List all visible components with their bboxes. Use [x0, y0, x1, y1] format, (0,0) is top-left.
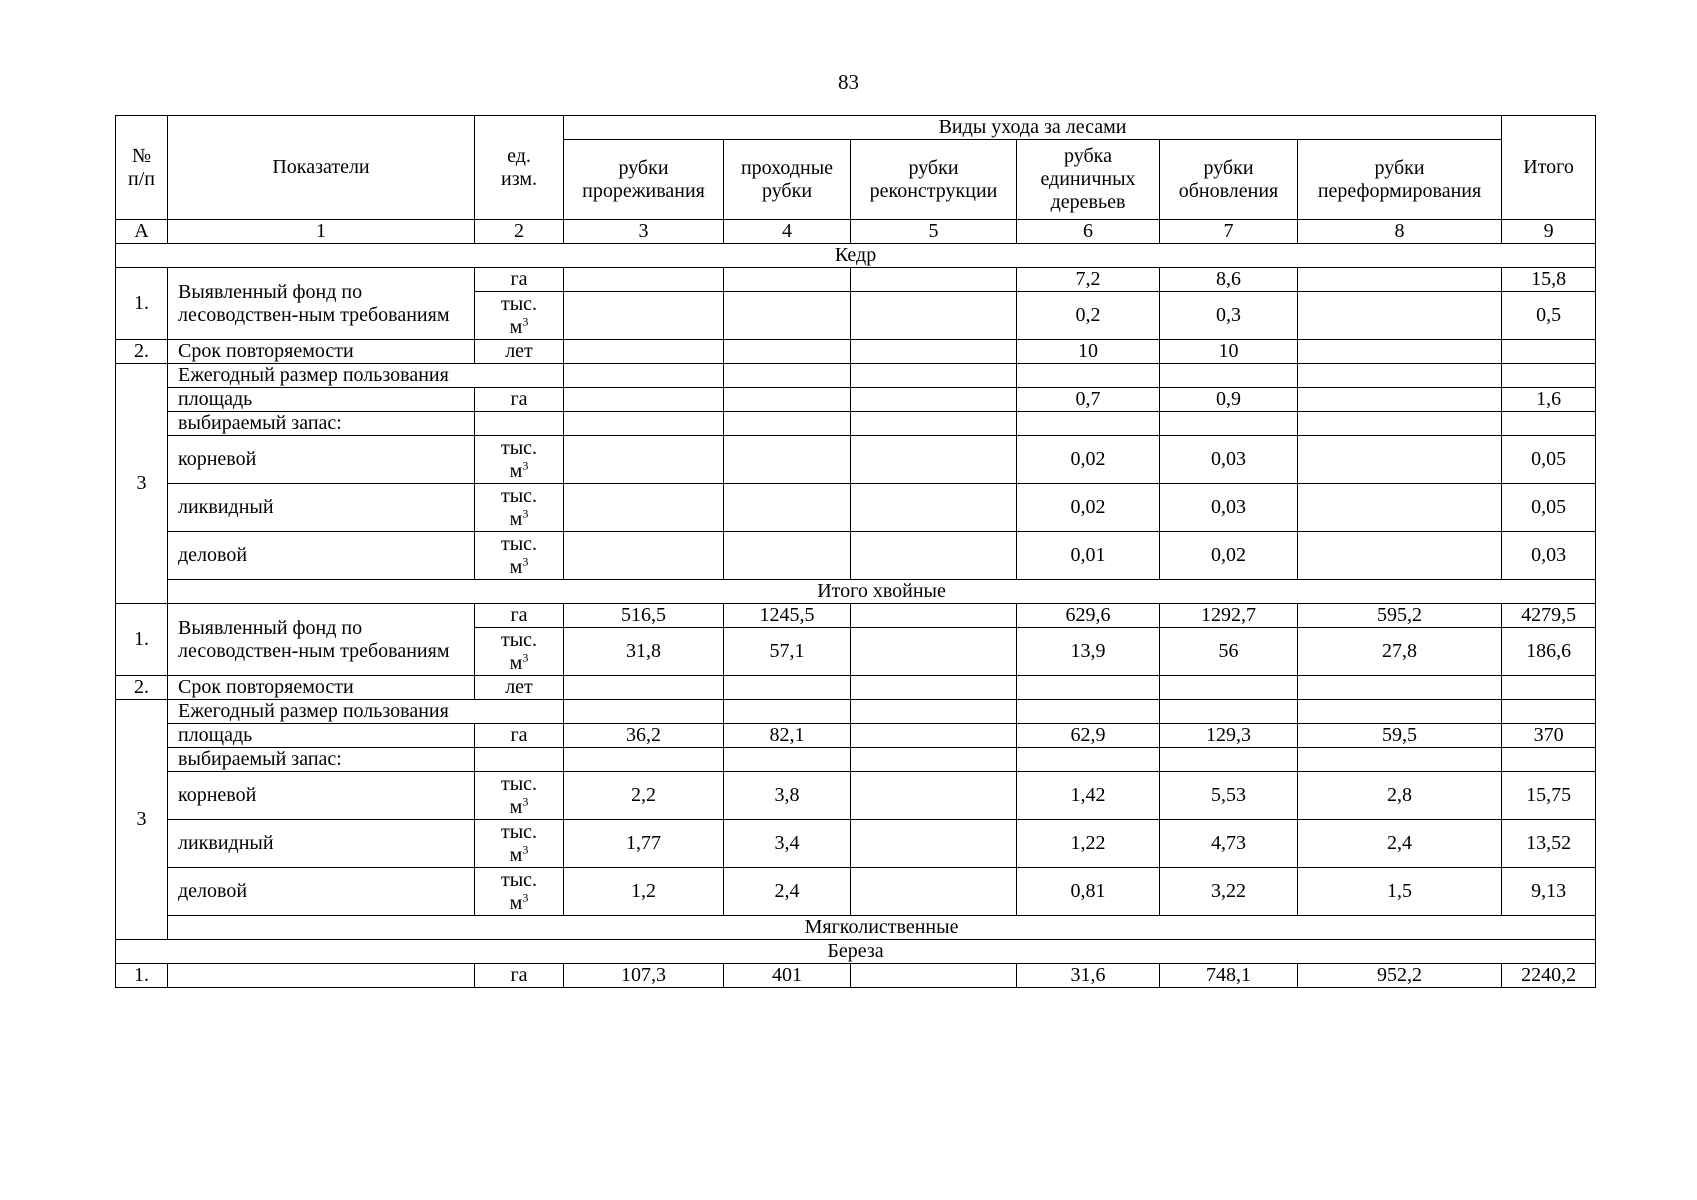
value-cell: [564, 388, 724, 412]
table-row: [116, 484, 1596, 532]
table-row: [116, 116, 1596, 140]
value-cell: [1298, 340, 1502, 364]
value-cell: 0,05: [1502, 484, 1596, 532]
value-cell: [724, 676, 851, 700]
unit-ha: га: [475, 964, 564, 988]
index-cell: 1: [168, 220, 475, 244]
value-cell: 129,3: [1160, 724, 1298, 748]
table-row: [116, 532, 1596, 580]
indicator-root: корневой: [168, 772, 475, 820]
header-unit: [475, 116, 564, 220]
table-row: [116, 580, 1596, 604]
value-cell: [1298, 676, 1502, 700]
value-cell: 1,6: [1502, 388, 1596, 412]
value-cell: [724, 340, 851, 364]
unit-m3: [475, 532, 564, 580]
value-cell: [724, 364, 851, 388]
value-cell: [564, 412, 724, 436]
indicator-period: Срок повторяемости: [168, 676, 475, 700]
header-col-text: проходные рубки: [740, 156, 834, 202]
value-cell: [851, 292, 1017, 340]
header-num-text: № п/п: [128, 144, 155, 190]
value-cell: [1017, 364, 1160, 388]
row-num: 2.: [116, 676, 168, 700]
header-num: [116, 116, 168, 220]
unit-m3: [475, 484, 564, 532]
value-cell: [1298, 436, 1502, 484]
table-row: [116, 340, 1596, 364]
value-cell: [564, 268, 724, 292]
value-cell: 401: [724, 964, 851, 988]
row-num: 1.: [116, 964, 168, 988]
value-cell: 1,2: [564, 868, 724, 916]
value-cell: 2,4: [724, 868, 851, 916]
value-cell: 2,2: [564, 772, 724, 820]
value-cell: [851, 820, 1017, 868]
value-cell: [851, 700, 1017, 724]
value-cell: [851, 340, 1017, 364]
header-indicators: Показатели: [168, 116, 475, 220]
index-cell: 9: [1502, 220, 1596, 244]
value-cell: 2,8: [1298, 772, 1502, 820]
value-cell: 0,02: [1160, 532, 1298, 580]
unit-empty: [475, 412, 564, 436]
indicator-stock: выбираемый запас:: [168, 412, 475, 436]
value-cell: 0,2: [1017, 292, 1160, 340]
value-cell: 1,5: [1298, 868, 1502, 916]
value-cell: 10: [1017, 340, 1160, 364]
value-cell: [724, 436, 851, 484]
value-cell: [1017, 676, 1160, 700]
value-cell: 15,8: [1502, 268, 1596, 292]
value-cell: [564, 340, 724, 364]
value-cell: [851, 748, 1017, 772]
value-cell: 3,8: [724, 772, 851, 820]
value-cell: [851, 388, 1017, 412]
value-cell: 10: [1160, 340, 1298, 364]
value-cell: [724, 748, 851, 772]
value-cell: 9,13: [1502, 868, 1596, 916]
table-row: [116, 916, 1596, 940]
value-cell: [1298, 364, 1502, 388]
index-cell: 4: [724, 220, 851, 244]
value-cell: 0,05: [1502, 436, 1596, 484]
value-cell: [564, 532, 724, 580]
value-cell: [564, 484, 724, 532]
unit-m3: [475, 820, 564, 868]
unit-m3-text: тыс. $м^3$: [500, 484, 538, 530]
unit-m3: [475, 436, 564, 484]
value-cell: [1160, 748, 1298, 772]
value-cell: 370: [1502, 724, 1596, 748]
unit-years: лет: [475, 676, 564, 700]
forest-care-table: [115, 115, 1596, 988]
table-row: [116, 244, 1596, 268]
indicator-business: деловой: [168, 532, 475, 580]
value-cell: [1160, 412, 1298, 436]
unit-empty: [475, 748, 564, 772]
value-cell: [1298, 268, 1502, 292]
value-cell: [851, 532, 1017, 580]
table-row: [116, 604, 1596, 628]
value-cell: 1,42: [1017, 772, 1160, 820]
value-cell: [1298, 532, 1502, 580]
value-cell: 3,22: [1160, 868, 1298, 916]
unit-ha: га: [475, 724, 564, 748]
value-cell: [564, 676, 724, 700]
value-cell: 57,1: [724, 628, 851, 676]
row-num: 3: [116, 700, 168, 940]
table-row: [116, 436, 1596, 484]
unit-m3-text: тыс. $м^3$: [500, 772, 538, 818]
row-num: 2.: [116, 340, 168, 364]
index-cell: 3: [564, 220, 724, 244]
value-cell: [851, 484, 1017, 532]
value-cell: [1298, 700, 1502, 724]
value-cell: 1292,7: [1160, 604, 1298, 628]
value-cell: 0,9: [1160, 388, 1298, 412]
table-row: [116, 940, 1596, 964]
value-cell: [851, 676, 1017, 700]
value-cell: [564, 748, 724, 772]
value-cell: 59,5: [1298, 724, 1502, 748]
unit-m3-text: тыс. $м^3$: [500, 292, 538, 338]
indicator-liquid: ликвидный: [168, 484, 475, 532]
value-cell: 952,2: [1298, 964, 1502, 988]
value-cell: 629,6: [1017, 604, 1160, 628]
unit-m3-text: тыс. $м^3$: [500, 628, 538, 674]
header-col-text: рубки переформирования: [1317, 156, 1482, 202]
value-cell: [1298, 292, 1502, 340]
value-cell: [851, 604, 1017, 628]
value-cell: 0,01: [1017, 532, 1160, 580]
value-cell: 0,03: [1160, 484, 1298, 532]
header-col-3: [564, 140, 724, 220]
value-cell: [1017, 700, 1160, 724]
header-col-text: рубки обновления: [1178, 156, 1279, 202]
header-col-text: рубка единичных деревьев: [1040, 145, 1136, 213]
value-cell: 27,8: [1298, 628, 1502, 676]
value-cell: 3,4: [724, 820, 851, 868]
table-row: [116, 412, 1596, 436]
value-cell: [724, 700, 851, 724]
value-cell: [1502, 700, 1596, 724]
index-cell: 5: [851, 220, 1017, 244]
value-cell: 1,77: [564, 820, 724, 868]
table-row: [116, 220, 1596, 244]
value-cell: 1,22: [1017, 820, 1160, 868]
header-total: Итого: [1502, 116, 1596, 220]
value-cell: [1502, 340, 1596, 364]
indicator-fund: Выявленный фонд по лесоводствен-ным требованиям: [168, 604, 475, 676]
value-cell: [851, 724, 1017, 748]
index-cell: А: [116, 220, 168, 244]
value-cell: [564, 364, 724, 388]
value-cell: 1245,5: [724, 604, 851, 628]
value-cell: 107,3: [564, 964, 724, 988]
value-cell: 2240,2: [1502, 964, 1596, 988]
value-cell: 0,02: [1017, 484, 1160, 532]
indicator-area: площадь: [168, 388, 475, 412]
header-col-4: [724, 140, 851, 220]
value-cell: [1502, 748, 1596, 772]
indicator-period: Срок повторяемости: [168, 340, 475, 364]
value-cell: 0,02: [1017, 436, 1160, 484]
value-cell: 4279,5: [1502, 604, 1596, 628]
unit-m3: [475, 628, 564, 676]
value-cell: [851, 412, 1017, 436]
table-row: [116, 364, 1596, 388]
value-cell: 62,9: [1017, 724, 1160, 748]
value-cell: 13,9: [1017, 628, 1160, 676]
header-care-types: Виды ухода за лесами: [564, 116, 1502, 140]
value-cell: [1017, 748, 1160, 772]
value-cell: [1017, 412, 1160, 436]
value-cell: 13,52: [1502, 820, 1596, 868]
header-unit-text: ед. изм.: [501, 144, 537, 190]
value-cell: 2,4: [1298, 820, 1502, 868]
value-cell: [1298, 484, 1502, 532]
value-cell: [851, 436, 1017, 484]
unit-m3: [475, 868, 564, 916]
table-row: [116, 964, 1596, 988]
value-cell: 4,73: [1160, 820, 1298, 868]
unit-years: лет: [475, 340, 564, 364]
value-cell: [1502, 364, 1596, 388]
section-title: Мягколиственные: [168, 916, 1596, 940]
unit-m3-text: тыс. $м^3$: [500, 436, 538, 482]
unit-ha: га: [475, 604, 564, 628]
indicator-annual: Ежегодный размер пользования: [168, 364, 564, 388]
indicator-fund: Выявленный фонд по лесоводствен-ным требованиям: [168, 268, 475, 340]
value-cell: 36,2: [564, 724, 724, 748]
value-cell: [724, 268, 851, 292]
value-cell: 0,5: [1502, 292, 1596, 340]
value-cell: 595,2: [1298, 604, 1502, 628]
value-cell: [1160, 364, 1298, 388]
unit-ha: га: [475, 268, 564, 292]
header-col-text: рубки прореживания: [582, 156, 705, 202]
value-cell: [851, 628, 1017, 676]
table-row: [116, 700, 1596, 724]
value-cell: 8,6: [1160, 268, 1298, 292]
table-row: [116, 772, 1596, 820]
row-num: 1.: [116, 268, 168, 340]
table-row: [116, 868, 1596, 916]
indicator-stock: выбираемый запас:: [168, 748, 475, 772]
value-cell: 82,1: [724, 724, 851, 748]
value-cell: 0,7: [1017, 388, 1160, 412]
page-number: 83: [838, 70, 859, 94]
value-cell: 186,6: [1502, 628, 1596, 676]
unit-m3-text: тыс. $м^3$: [500, 532, 538, 578]
value-cell: [1502, 676, 1596, 700]
table-row: [116, 748, 1596, 772]
value-cell: [1502, 412, 1596, 436]
value-cell: [851, 868, 1017, 916]
indicator-annual: Ежегодный размер пользования: [168, 700, 564, 724]
unit-m3: [475, 772, 564, 820]
unit-m3-text: тыс. $м^3$: [500, 868, 538, 914]
index-cell: 8: [1298, 220, 1502, 244]
value-cell: 31,8: [564, 628, 724, 676]
header-col-text: рубки реконструкции: [869, 156, 998, 202]
header-col-8: [1298, 140, 1502, 220]
value-cell: 0,03: [1502, 532, 1596, 580]
value-cell: [724, 484, 851, 532]
value-cell: 56: [1160, 628, 1298, 676]
table-row: [116, 676, 1596, 700]
table-row: [116, 268, 1596, 292]
subsection-title: Береза: [116, 940, 1596, 964]
value-cell: [564, 700, 724, 724]
value-cell: [724, 412, 851, 436]
index-cell: 7: [1160, 220, 1298, 244]
value-cell: [724, 292, 851, 340]
value-cell: 5,53: [1160, 772, 1298, 820]
value-cell: [564, 292, 724, 340]
index-cell: 6: [1017, 220, 1160, 244]
section-title: Итого хвойные: [168, 580, 1596, 604]
table-row: [116, 820, 1596, 868]
indicator-root: корневой: [168, 436, 475, 484]
unit-m3: [475, 292, 564, 340]
value-cell: [851, 772, 1017, 820]
indicator-business: деловой: [168, 868, 475, 916]
indicator-birch: [168, 964, 475, 988]
value-cell: 748,1: [1160, 964, 1298, 988]
value-cell: [851, 964, 1017, 988]
unit-ha: га: [475, 388, 564, 412]
table-row: [116, 388, 1596, 412]
value-cell: 0,81: [1017, 868, 1160, 916]
indicator-area: площадь: [168, 724, 475, 748]
header-col-5: [851, 140, 1017, 220]
index-cell: 2: [475, 220, 564, 244]
value-cell: 7,2: [1017, 268, 1160, 292]
value-cell: 516,5: [564, 604, 724, 628]
value-cell: 0,3: [1160, 292, 1298, 340]
value-cell: 0,03: [1160, 436, 1298, 484]
value-cell: [724, 388, 851, 412]
value-cell: [1160, 700, 1298, 724]
value-cell: [1298, 388, 1502, 412]
value-cell: [851, 364, 1017, 388]
value-cell: [1160, 676, 1298, 700]
indicator-liquid: ликвидный: [168, 820, 475, 868]
value-cell: [851, 268, 1017, 292]
header-col-7: [1160, 140, 1298, 220]
value-cell: 31,6: [1017, 964, 1160, 988]
value-cell: [724, 532, 851, 580]
value-cell: [564, 436, 724, 484]
value-cell: [1298, 748, 1502, 772]
table-row: [116, 724, 1596, 748]
header-col-6: [1017, 140, 1160, 220]
unit-m3-text: тыс. $м^3$: [500, 820, 538, 866]
value-cell: 15,75: [1502, 772, 1596, 820]
section-title: Кедр: [116, 244, 1596, 268]
row-num: 1.: [116, 604, 168, 676]
value-cell: [1298, 412, 1502, 436]
row-num: 3: [116, 364, 168, 604]
